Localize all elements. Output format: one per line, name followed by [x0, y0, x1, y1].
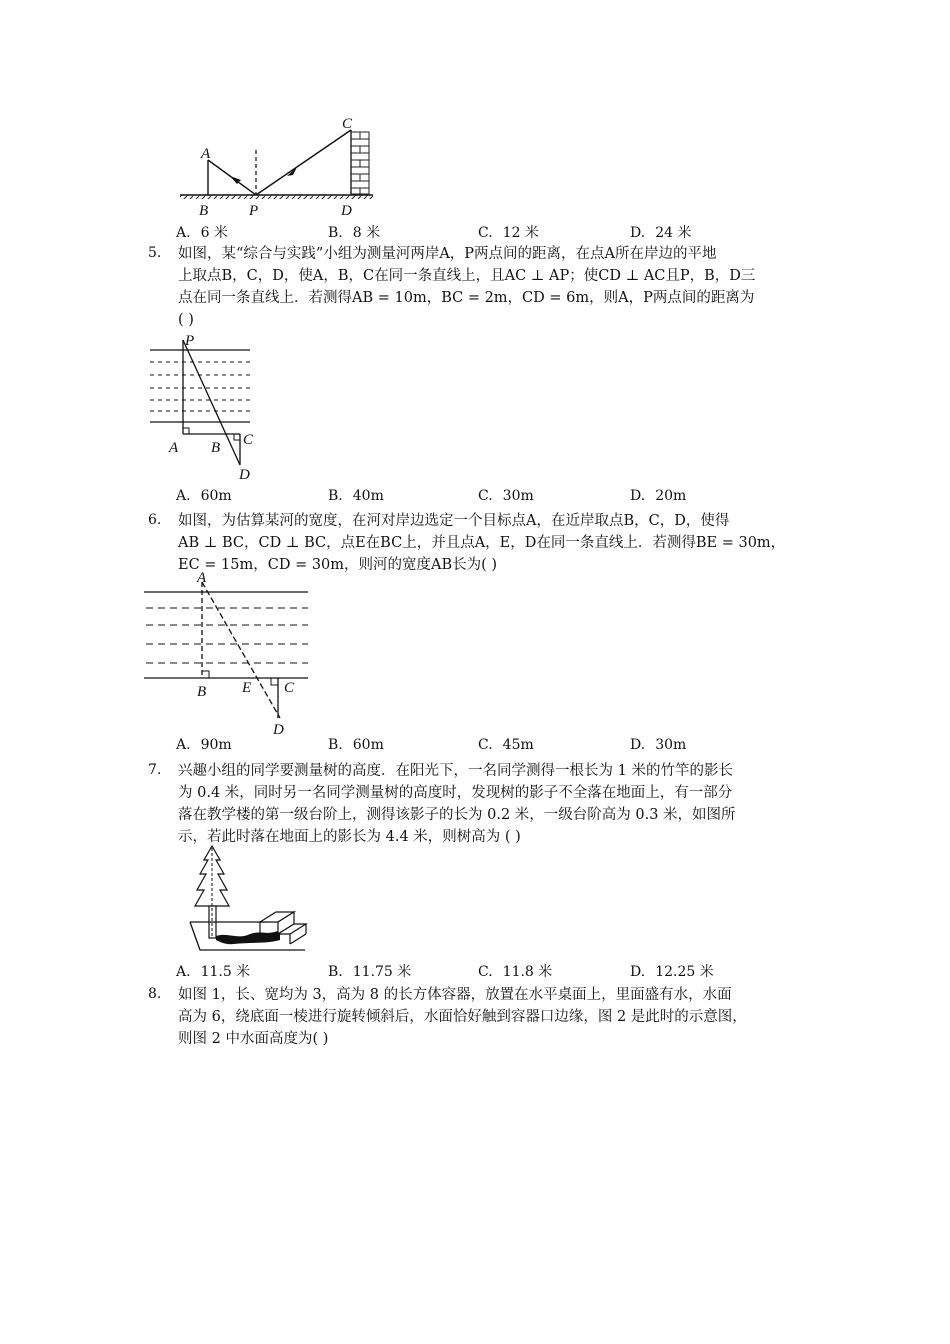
q7-option-d[interactable]: D. 12.25 米 — [630, 964, 714, 980]
q4-option-c[interactable]: C. 12 米 — [478, 225, 539, 241]
q6-options — [176, 737, 796, 759]
q5-option-a[interactable]: A. 60m — [176, 488, 232, 504]
q4-label-b: B — [199, 203, 209, 219]
q6-label-d: D — [273, 722, 284, 738]
q6-label-b: B — [197, 684, 207, 700]
q4-label-d: D — [341, 203, 352, 219]
q5-number: 5. — [148, 245, 162, 261]
q7-number: 7. — [148, 762, 162, 778]
q6-option-a[interactable]: A. 90m — [176, 737, 232, 753]
q5-figure — [145, 332, 265, 482]
q4-ground-hatch — [180, 195, 373, 199]
q7-stem — [178, 760, 808, 848]
q5-right-angle-c — [234, 434, 240, 440]
q8-line-1: 如图 1，长、宽均为 3，高为 8 的长方体容器，放置在水平桌面上，里面盛有水，水面 — [178, 987, 732, 1003]
q5-stem — [178, 243, 808, 331]
q6-label-c: C — [284, 680, 295, 696]
q4-label-a: A — [201, 146, 211, 162]
q5-label-p: P — [185, 333, 195, 349]
q7-figure — [180, 844, 310, 956]
q8-line-2: 高为 6，绕底面一棱进行旋转倾斜后，水面恰好触到容器口边缘，图 2 是此时的示意图， — [178, 1009, 747, 1025]
q4-wall-bricks — [351, 132, 369, 194]
q5-line-1: 如图，某“综合与实践”小组为测量河两岸A，P两点间的距离，在点A所在岸边的平地 — [178, 246, 717, 262]
q7-options — [176, 961, 796, 983]
q4-option-d[interactable]: D. 24 米 — [630, 225, 692, 241]
q5-line-4: ( ) — [178, 312, 194, 328]
q6-option-c[interactable]: C. 45m — [478, 737, 534, 753]
q5-option-b[interactable]: B. 40m — [328, 488, 384, 504]
q7-line-2: 为 0.4 米，同时另一名同学测量树的高度时，发现树的影子不全落在地面上，有一部分 — [178, 785, 733, 801]
q6-line-3: EC = 15m，CD = 30m，则河的宽度AB长为( ) — [178, 557, 498, 573]
q7-line-1: 兴趣小组的同学要测量树的高度．在阳光下，一名同学测得一根长为 1 米的竹竿的影长 — [178, 763, 733, 779]
q7-line-4: 示，若此时落在地面上的影长为 4.4 米，则树高为 ( ) — [178, 829, 521, 845]
q5-line-2: 上取点B，C，D，使A，B，C在同一条直线上，且AC ⊥ AP；使CD ⊥ AC且P，B，D三 — [178, 268, 756, 284]
q6-number: 6. — [148, 512, 162, 528]
q4-label-p: P — [249, 203, 259, 219]
q6-option-b[interactable]: B. 60m — [328, 737, 384, 753]
q6-right-angle-c — [271, 678, 278, 685]
q8-line-3: 则图 2 中水面高度为( ) — [178, 1031, 329, 1047]
q7-shadow — [216, 930, 280, 944]
q5-label-b: B — [211, 440, 221, 456]
q6-line-1: 如图，为估算某河的宽度，在河对岸边选定一个目标点A，在近岸取点B，C，D，使得 — [178, 513, 730, 529]
q7-option-c[interactable]: C. 11.8 米 — [478, 964, 553, 980]
q4-options — [176, 222, 796, 244]
q5-label-a: A — [169, 440, 179, 456]
q4-figure — [175, 112, 375, 220]
q5-option-d[interactable]: D. 20m — [630, 488, 687, 504]
q5-line-3: 点在同一条直线上．若测得AB = 10m，BC = 2m，CD = 6m，则A，P两点间的距离为 — [178, 290, 755, 306]
q5-label-d: D — [239, 467, 250, 483]
q6-right-angle-b — [202, 671, 209, 678]
q4-label-c: C — [342, 116, 353, 132]
q6-water-lines — [146, 608, 308, 663]
q8-stem — [178, 984, 808, 1050]
q5-label-c: C — [243, 432, 254, 448]
q5-option-c[interactable]: C. 30m — [478, 488, 534, 504]
q7-option-b[interactable]: B. 11.75 米 — [328, 964, 412, 980]
q7-line-3: 落在教学楼的第一级台阶上，测得该影子的长为 0.2 米，一级台阶高为 0.3 米，如图所 — [178, 807, 736, 823]
q4-ray-pc — [256, 130, 351, 195]
q4-arrow-pc — [287, 167, 297, 176]
q8-number: 8. — [148, 986, 162, 1002]
q7-option-a[interactable]: A. 11.5 米 — [176, 964, 251, 980]
q6-segment-ad — [202, 582, 280, 718]
q6-line-2: AB ⊥ BC，CD ⊥ BC，点E在BC上，并且点A，E，D在同一条直线上．若测得BE = 30m， — [178, 535, 786, 551]
q6-label-a: A — [197, 570, 207, 586]
q4-option-b[interactable]: B. 8 米 — [328, 225, 381, 241]
q6-figure — [140, 570, 315, 738]
q6-stem — [178, 510, 808, 576]
q6-label-e: E — [242, 680, 252, 696]
q5-water-lines — [150, 362, 250, 411]
q4-option-a[interactable]: A. 6 米 — [176, 225, 228, 241]
q6-option-d[interactable]: D. 30m — [630, 737, 687, 753]
q5-options — [176, 488, 796, 510]
q5-right-angle-a — [183, 428, 189, 434]
